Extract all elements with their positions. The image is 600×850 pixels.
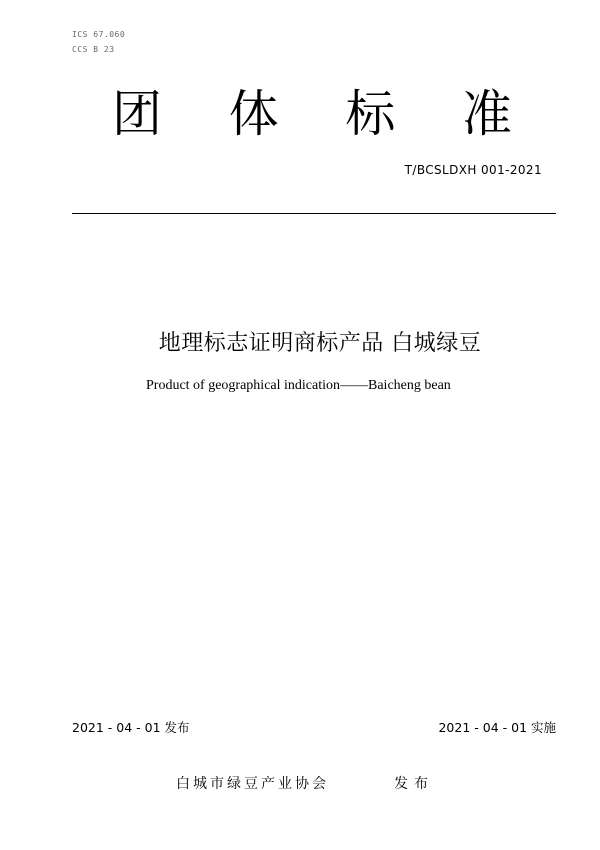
- title-char: 标: [345, 85, 396, 143]
- publish-date: 2021 - 04 - 01 发布: [72, 720, 190, 735]
- standard-code: T/BCSLDXH 001-2021: [404, 163, 542, 177]
- effective-date: 2021 - 04 - 01 实施: [438, 720, 556, 735]
- title-char: 体: [228, 85, 279, 143]
- title-char: 准: [461, 85, 512, 143]
- ccs-code: CCS B 23: [72, 45, 115, 54]
- standard-name-english: Product of geographical indication——Baicheng bean: [146, 378, 451, 393]
- publisher-name: 白城市绿豆产业协会: [176, 776, 329, 792]
- document-type-title: [112, 84, 512, 144]
- header-divider: [72, 213, 556, 214]
- publish-label: 发布: [394, 776, 434, 792]
- ics-code: ICS 67.060: [72, 30, 126, 39]
- title-char: 团: [112, 85, 162, 143]
- standard-name-chinese: 地理标志证明商标产品 白城绿豆: [158, 331, 482, 356]
